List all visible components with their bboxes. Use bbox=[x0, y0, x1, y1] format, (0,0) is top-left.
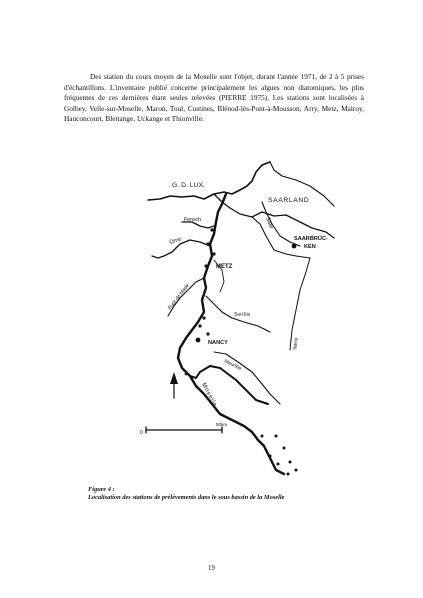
station-marker bbox=[210, 228, 213, 231]
moselle-river bbox=[178, 194, 284, 474]
label-seille: Seille bbox=[234, 312, 251, 318]
orne-river bbox=[152, 240, 210, 258]
label-rupt-de-mad: Rupt de Made bbox=[166, 282, 191, 312]
station-marker bbox=[185, 373, 188, 376]
station-marker bbox=[261, 435, 264, 438]
station-marker bbox=[198, 324, 201, 327]
station-marker bbox=[212, 252, 215, 255]
label-saar: Saar bbox=[264, 216, 275, 230]
station-marker bbox=[269, 455, 272, 458]
station-marker bbox=[292, 244, 297, 249]
label-lux: G. D. LUX. bbox=[172, 182, 205, 189]
north-arrow-head bbox=[170, 372, 178, 384]
station-marker bbox=[277, 463, 280, 466]
label-moselle: Moselle bbox=[200, 382, 218, 409]
body-paragraph-text: Des station du cours moyen de la Moselle sont l'objet, durant l'année 1971, de 2 à 5 prises d'échantillons. L'inventaire publié concerne principalement les algues non diatomiques, les plus fréquentes de ces dernières étant seules relevées (PIERRE 1975). Les stations sont localisées à Golbey, Velle-sur-Moselle, Maron, Toul, Custines, Blénod-lès-Pont-à-Mousson, Arry, Metz, Malroy, Hauconcourt, Blettange, Uckange et Thionville. bbox=[64, 72, 364, 124]
label-meurthe: Meurthe bbox=[223, 358, 243, 372]
meurthe-river bbox=[214, 352, 280, 404]
station-marker bbox=[287, 473, 290, 476]
label-saarbrucken-2: KEN bbox=[304, 244, 316, 250]
station-marker bbox=[206, 332, 209, 335]
figure-caption bbox=[88, 486, 388, 502]
border-line bbox=[148, 162, 270, 200]
label-scale-km: 50km bbox=[216, 422, 228, 427]
station-marker bbox=[196, 338, 201, 343]
label-saarland: SAARLAND bbox=[268, 197, 310, 204]
label-metz: METZ bbox=[216, 264, 233, 270]
sarre-river bbox=[290, 258, 310, 350]
label-fensch: Fensch bbox=[184, 217, 202, 223]
station-marker bbox=[206, 242, 209, 245]
label-orne: Orne bbox=[168, 236, 183, 246]
station-marker bbox=[289, 461, 292, 464]
figure-number: Figure 4 : bbox=[88, 486, 115, 493]
station-marker bbox=[202, 316, 205, 319]
station-marker bbox=[275, 435, 278, 438]
station-marker bbox=[283, 447, 286, 450]
figure-caption-text: Localisation des stations de prélèvements dans le sous bassin de la Moselle bbox=[88, 494, 285, 501]
label-sarre: Sarre bbox=[292, 337, 300, 351]
label-scale-zero: 0 bbox=[140, 430, 143, 436]
label-saarbrucken-1: SAARBRÜC- bbox=[294, 236, 328, 242]
station-marker bbox=[295, 469, 298, 472]
label-nancy: NANCY bbox=[208, 340, 228, 346]
station-marker bbox=[204, 264, 207, 267]
page-number: 19 bbox=[208, 564, 215, 572]
